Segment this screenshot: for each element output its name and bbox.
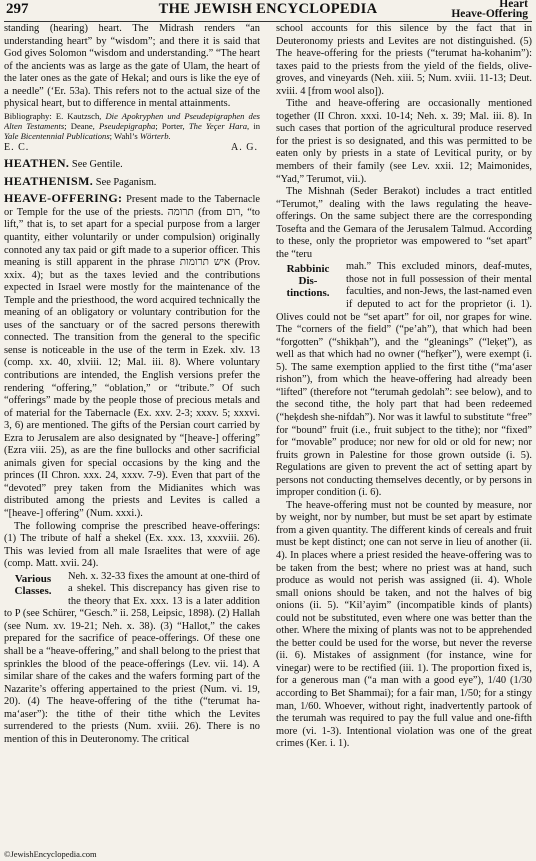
publication-title: THE JEWISH ENCYCLOPEDIA xyxy=(158,1,378,17)
copyright-footer: ©JewishEncyclopedia.com xyxy=(4,849,97,859)
page-number: 297 xyxy=(6,1,29,17)
heathen-entry xyxy=(4,157,260,172)
heathenism-entry xyxy=(4,175,260,190)
right-paragraph-4: The heave-offering must not be counted by measure, nor by weight, nor by number, but must be set apart by estimate from a given quantity. The different kinds of cereals and fruit must be kept distinct; one can not serve in lieu of another (ii. 4). In places where a priest resided the heave-offering was to be taken from the best; where no priest was at hand, such produce as would not perish was assigned (ii. 4). Whole small onions should be taken, and not the halves of big onions (ii. 5). “Kil’ayim” (incompatible kinds of plants) could not be substituted, even where one was better than the other. Where the mixing of plants was not to be apprehended the better could be used for the worse, but never the reverse (ii. 6). Mistakes of assignment (for instance, wine for vinegar) were to be rectified (iii. 1). The proportion fixed is, for a generous man (“a man with a good eye”), 1/40 (1/30 according to Bet Shammai); for a fair man, 1/50; for a stingy man, 1/60. Whoever, without right, inadvertently partook of the terumah was required to pay the full value and one-fifth more (vi. 1-3). Intentional violation was one of the great crimes (Ker. i. 1). xyxy=(276,499,532,750)
right-paragraph-3-lead: The Mishnah (Seder Berakot) includes a tract entitled “Terumot,” dealing with the laws regulating the heave-offerings. On the same subject there are the corresponding Tosefta and the Gemara of the Jerusalem Talmud. According to these, only the proprietor was empowered to “set apart” the “teru xyxy=(276,186,532,260)
running-header xyxy=(0,0,536,20)
right-paragraph-3: mah.” This excluded minors, deaf-mutes, those not in full possession of their mental faculties, and non-Jews, the last-named even if deputed to act for the proprietor (i. 1). Olives could not be “set apart” for oil, nor grapes for wine. The “corners of the field” (“pe’ah”), that which had been “forgotten” (“shikḥah”), and the “gleanings” (“leḳeṭ”), as well as that which had no owner (“hefḳer”), were exempt (i. 5). The same exemption applied to the first tithe (“ma‘aser rishon”), from which the heave-offering had already been “lifted” (therefore not “terumah gedolah”: see below), and to the second tithe, the holy part that had been redeemed (“heḳdesh she-nifdah”). Nor was it lawful to substitute “free” for “bound” fruit (i.e., fruit subject to the tithe); nor “fixed” for “movable” produce; nor new for old or old for new; nor fruits grown in Palestine for those grown outside (i. 5). Regulations are given to prevent the act of setting apart by persons not conducting themselves decently, or by persons in improper condition (i. 6). xyxy=(276,261,532,499)
heathenism-crossref[interactable]: See Paganism. xyxy=(93,176,157,188)
heart-paragraph: standing (hearing) heart. The Midrash renders “an understanding heart” by “wisdom”; and there it is said that God gives Solomon “wisdom and understanding.” “The heart of the ancients was as large as the gate of Ulam, the heart of the later ones as the gate of Hekal; and ours is like the eye of a needle” (‘Er. 53a). This refers not to the actual size of the physical heart, but to difference in mental attainments. xyxy=(4,23,260,110)
heave-offering-classes-cont: Neh. x. 32-33 fixes the amount at one-third of a shekel. This discrepancy has given rise to the theory that Ex. xxx. 13 is a later addition to P (see Schürer, “Gesch.” ii. 258, Leipsic, 1898). (2) Hallah (see Num. xv. 19-21; Neh. x. 38). (3) “Hallot,” the cakes prepared for the sacrifice of peace-offerings. Of these one shall be a “heave-offering,” and shall belong to the priest that sprinkles the blood of the peace-offerings (Lev. vii. 14). A similar share of the cakes and the wafers forming part of the Nazarite’s offering appertained to the priest (Num. vi. 19, 20). (4) The heave-offering of the tithe (“terumat ha-ma‘aser”): the tithe of their tithe which the Levites surrendered to the priests (Num. xviii. 26). There is no mention of this in Deuteronomy. The critical xyxy=(4,570,260,745)
bibliography: Bibliography: E. Kautzsch, Die Apokryphen und Pseudepigraphen des Alten Testaments; Deane, Pseudepigrapha; Porter, The Yeçer Hara, in Yale Bicentennial Publications; Wahl’s Wörterb. xyxy=(4,110,260,142)
heave-offering-headword: HEAVE-OFFERING: xyxy=(4,191,123,206)
left-column xyxy=(4,23,260,848)
header-rule xyxy=(4,21,532,22)
bibliography-label: Bibliography: xyxy=(4,110,52,121)
margin-note-various-classes: Various Classes. xyxy=(14,572,52,597)
right-column xyxy=(276,23,532,848)
heave-offering-classes: The following comprise the prescribed heave-offerings: (1) The tribute of half a shekel (Ex. xxx. 13, xxxviii. 26). This was levied from all male Israelites that were of age (comp. Matt. xvii. 24). xyxy=(4,520,260,570)
heathen-headword: HEATHEN. xyxy=(4,156,70,171)
margin-note-rabbinic-distinctions: Rabbinic Dis- tinctions. xyxy=(286,263,330,300)
heave-offering-intro: HEAVE-OFFERING: Present made to the Tabernacle or Temple for the use of the priests. תרומה (from רום, “to lift,” that is, to set apart for a special purpose from a larger quantity, either voluntarily or under compulsion) originally connoted any tax paid or gift made to a superior officer. This meaning is still apparent in the phrase איש תרומות (Prov. xxix. 4); but as the taxes levied and the contributions expected in Israel were mostly for the maintenance of the Temple and the priesthood, the word acquired technically the meaning of an obligatory or voluntary contribution for the uses of the sanctuary or of the sacred persons therewith connected. The transition from the general to the specific sense is noticeable in the use of the term in Ezek. xlv. 13 (comp. xx. 40, xlviii. 12; Mal. iii. 8). Where voluntary contributions are intended, the English versions prefer the rendering “offering,” “oblation,” or “tribute.” Of such “offerings” made by the people those of precious metals and of material for the Tabernacle (Ex. xxv. 2-3; xxxv. 5; xxxvi. 3, 6) are mentioned. The gifts of the Persian court carried by Ezra to Jerusalem are also designated by “[heave-] offering” (Ezra viii. 25), as are the fine bullocks and other sacrificial animals given for special occasions by the king and the princes (II Chron. xxx. 24, xxxv. 7-9). Even that part of the “devoted” prey taken from the Midianites which was distributed among the priests and Levites is called a “[heave-] offering” (Num. xxxi.). xyxy=(4,191,260,519)
running-head-last: Heave-Offering xyxy=(451,8,528,20)
heathen-crossref[interactable]: See Gentile. xyxy=(69,159,123,171)
right-paragraph-1: school accounts for this silence by the fact that in Deuteronomy priests and Levites are not distinguished. (5) The heave-offering for the priests (“terumat ha-kohanim”): taxes paid to the priests from the yield of the fields, olive-groves, and vineyards (Neh. xiii. 5; Num. xviii. 11-13; Deut. xviii. 4 [from wool also]). xyxy=(276,23,532,97)
right-paragraph-2: Tithe and heave-offering are occasionally mentioned together (II Chron. xxxi. 10-14; Neh. x. 39; Mal. iii. 8). In such cases that portion of the agricultural produce reserved for the priest is so designated, and this was permitted to be eaten only by priests in a state of Levitical purity, or by members of their family (see Lev. xxii. 12; Maimonides, “Yad,” Terumot, vii.). xyxy=(276,98,532,185)
signature-row xyxy=(4,142,258,155)
signature-right: A. G. xyxy=(231,141,258,153)
signature-left: E. C. xyxy=(4,141,30,153)
heathenism-headword: HEATHENISM. xyxy=(4,173,94,188)
running-head-first: Heart xyxy=(499,0,528,10)
